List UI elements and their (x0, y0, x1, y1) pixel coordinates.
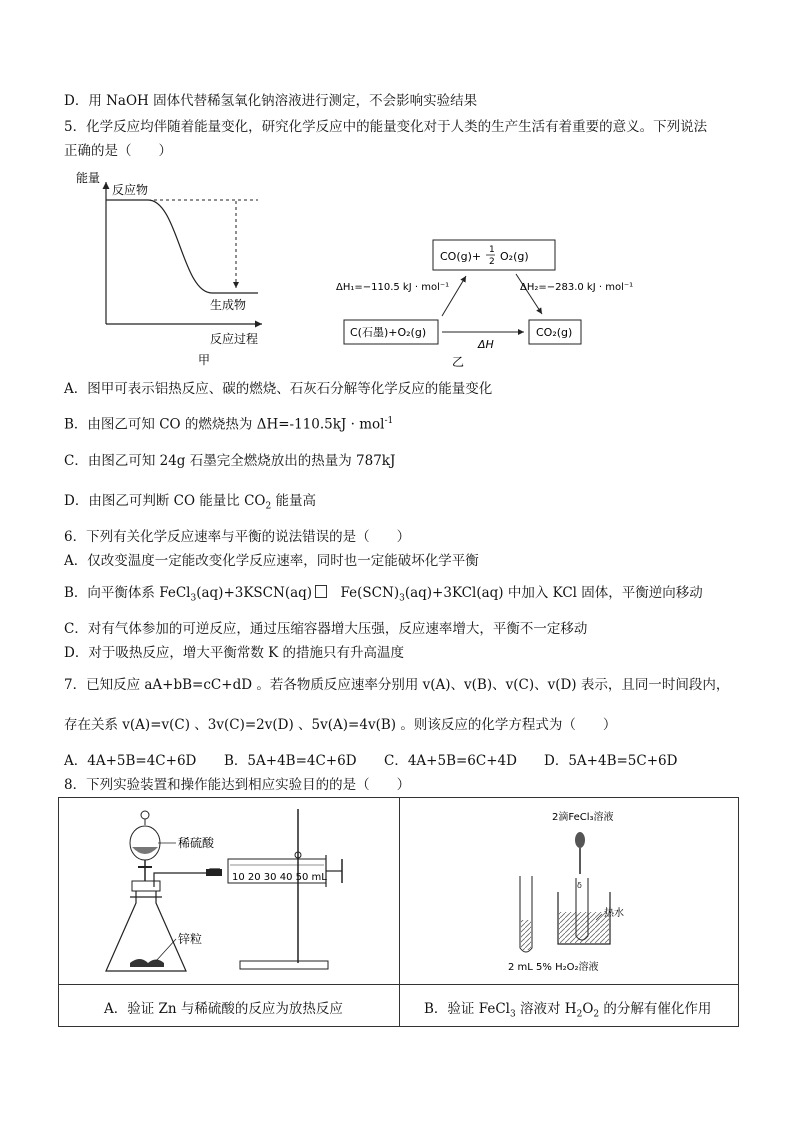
q6-option-c: C．对有气体参加的可逆反应，通过压缩容器增大压强，反应速率增大，平衡不一定移动 (64, 621, 588, 637)
q5-option-d: D．由图乙可判断 CO 能量比 $CO_2$ 能量高 (64, 493, 317, 512)
co-box-text: CO(g)+ (440, 250, 482, 263)
apparatus-b (500, 808, 690, 978)
stopper (132, 881, 160, 891)
product-label: 生成物 (210, 298, 247, 312)
q7-option-d: D．5A+4B=5C+6D (544, 753, 678, 769)
fig-jia-caption: 甲 (198, 353, 211, 367)
o2-text: O₂(g) (500, 250, 529, 263)
acid-label: 稀硫酸 (178, 836, 215, 850)
x-axis-label: 反应过程 (210, 332, 259, 346)
q6-option-d: D．对于吸热反应，增大平衡常数 K 的措施只有升高温度 (64, 645, 404, 661)
q7-option-a: A．4A+5B=4C+6D (64, 753, 197, 769)
zinc-granules (130, 959, 164, 967)
q6-stem: 6．下列有关化学反应速率与平衡的说法错误的是（ ） (64, 529, 411, 545)
energy-curve (106, 200, 258, 293)
apparatus-a (90, 803, 350, 983)
q5-option-c: C．由图乙可知 24g 石墨完全燃烧放出的热量为 787kJ (64, 453, 396, 469)
y-axis-label: 能量 (76, 171, 101, 185)
dh2-label: ΔH₂=−283.0 kJ · mol⁻¹ (520, 282, 634, 293)
hot-water-label: 热水 (604, 908, 624, 919)
fig-yi-caption: 乙 (452, 355, 465, 369)
graphite-box-text: C(石墨)+O₂(g) (350, 326, 427, 339)
q7-stem-line2: 存在关系 v(A)=v(C) 、3v(C)=2v(D) 、5v(A)=4v(B) 。则该反应的化学方程式为（ ） (64, 717, 617, 733)
q5-option-a: A．图甲可表示铝热反应、碳的燃烧、石灰石分解等化学反应的能量变化 (64, 381, 493, 397)
svg-text:δ: δ (577, 881, 582, 890)
q6-option-a: A．仅改变温度一定能改变化学反应速率，同时也一定能破坏化学平衡 (64, 553, 479, 569)
dh1-label: ΔH₁=−110.5 kJ · mol⁻¹ (336, 282, 450, 293)
q5-stem-line2: 正确的是（ ） (64, 143, 172, 159)
q5-stem-line1: 5．化学反应均伴随着能量变化，研究化学反应中的能量变化对于人类的生产生活有着重要的意义。下列说法 (64, 119, 708, 135)
drop-label: 2滴FeCl₃溶液 (552, 812, 614, 823)
h2o2-label: 2 mL 5% H₂O₂溶液 (508, 962, 599, 973)
zinc-label: 锌粒 (178, 932, 203, 946)
syringe-scale: 10 20 30 40 50 mL (232, 872, 327, 883)
reactant-label: 反应物 (112, 183, 149, 197)
q7-option-c: C．4A+5B=6C+4D (384, 753, 517, 769)
q8-caption-b: B．验证 FeCl$_3$ 溶液对 $H_2O_2$ 的分解有催化作用 (424, 1001, 712, 1020)
energy-cycle-yi (330, 232, 650, 372)
frac-num: 1 (489, 245, 495, 255)
co2-box-text: CO₂(g) (536, 326, 573, 339)
q8-stem: 8．下列实验装置和操作能达到相应实验目的的是（ ） (64, 777, 411, 793)
separatory-funnel (130, 826, 160, 860)
equilibrium-symbol (315, 585, 327, 598)
q4-option-d: D．用 NaOH 固体代替稀氢氧化钠溶液进行测定，不会影响实验结果 (64, 93, 478, 109)
q7-option-b: B．5A+4B=4C+6D (224, 753, 357, 769)
q7-stem-line1: 7．已知反应 aA+bB=cC+dD 。若各物质反应速率分别用 v(A)、v(B)、v(C)、v(D) 表示，且同一时间段内， (64, 677, 730, 693)
frac-den: 2 (489, 257, 495, 267)
dh-label: ΔH (478, 338, 494, 351)
dh2-arrow (516, 274, 542, 314)
q8-caption-a: A．验证 Zn 与稀硫酸的反应为放热反应 (104, 1001, 343, 1017)
q6-option-b: B．向平衡体系 FeCl$_3$(aq)+3KSCN(aq) $Fe(SCN)_3(aq)+3KCl(aq)$ 中加入 KCl 固体，平衡逆向移动 (64, 585, 703, 604)
dropper (575, 832, 585, 848)
conical-flask (106, 891, 186, 971)
energy-diagram-jia (70, 168, 270, 368)
q5-option-b: B．由图乙可知 CO 的燃烧热为 ΔH=-110.5kJ · mol$^{-1}$ (64, 416, 394, 433)
